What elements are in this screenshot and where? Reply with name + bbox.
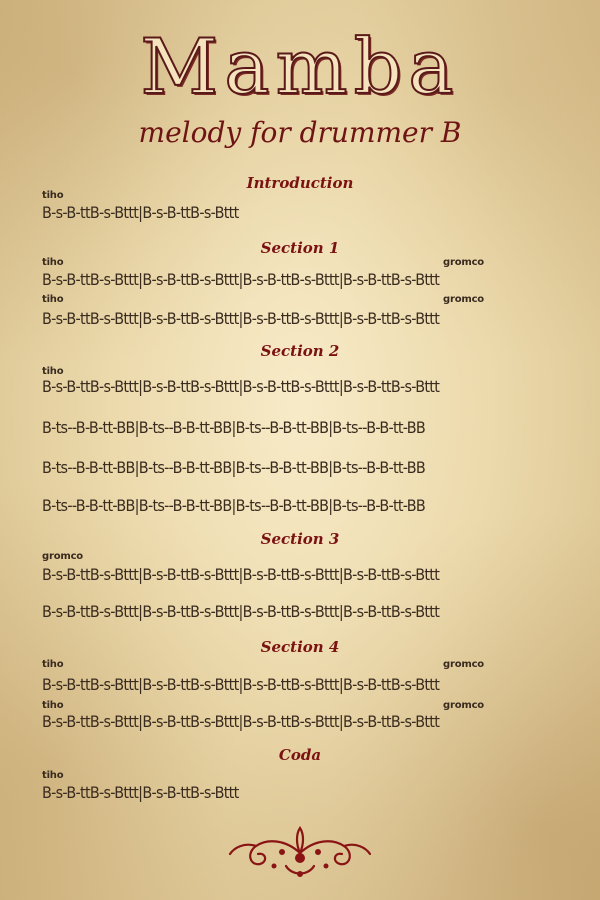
dynamic-marking: tiho: [42, 190, 64, 201]
heading-section-2: Section 2: [260, 342, 340, 360]
dynamic-marking: tiho: [42, 294, 64, 305]
dynamic-marking: gromco: [443, 700, 484, 711]
notation-line: B-s-B-ttB-s-Bttt|B-s-B-ttB-s-Bttt|B-s-B-ttB-s-Bttt|B-s-B-ttB-s-Bttt: [42, 270, 440, 289]
notation-line: B-ts--B-B-tt-BB|B-ts--B-B-tt-BB|B-ts--B-B-tt-BB|B-ts--B-B-tt-BB: [42, 418, 426, 437]
notation-line: B-s-B-ttB-s-Bttt|B-s-B-ttB-s-Bttt: [42, 783, 239, 802]
dynamic-marking: tiho: [42, 257, 64, 268]
dynamic-marking: gromco: [443, 294, 484, 305]
dynamic-marking: tiho: [42, 366, 64, 377]
notation-line: B-s-B-ttB-s-Bttt|B-s-B-ttB-s-Bttt|B-s-B-ttB-s-Bttt|B-s-B-ttB-s-Bttt: [42, 565, 440, 584]
page-title: Mamba: [140, 22, 460, 111]
heading-section-4: Section 4: [260, 638, 340, 656]
heading-section-1: Section 1: [260, 239, 340, 257]
notation-line: B-ts--B-B-tt-BB|B-ts--B-B-tt-BB|B-ts--B-B-tt-BB|B-ts--B-B-tt-BB: [42, 458, 426, 477]
notation-line: B-ts--B-B-tt-BB|B-ts--B-B-tt-BB|B-ts--B-B-tt-BB|B-ts--B-B-tt-BB: [42, 496, 426, 515]
notation-line: B-s-B-ttB-s-Bttt|B-s-B-ttB-s-Bttt|B-s-B-ttB-s-Bttt|B-s-B-ttB-s-Bttt: [42, 712, 440, 731]
notation-line: B-s-B-ttB-s-Bttt|B-s-B-ttB-s-Bttt: [42, 203, 239, 222]
dynamic-marking: gromco: [42, 551, 83, 562]
dynamic-marking: gromco: [443, 257, 484, 268]
notation-line: B-s-B-ttB-s-Bttt|B-s-B-ttB-s-Bttt|B-s-B-ttB-s-Bttt|B-s-B-ttB-s-Bttt: [42, 377, 440, 396]
heading-coda: Coda: [278, 746, 322, 764]
dynamic-marking: tiho: [42, 700, 64, 711]
dynamic-marking: tiho: [42, 770, 64, 781]
notation-line: B-s-B-ttB-s-Bttt|B-s-B-ttB-s-Bttt|B-s-B-ttB-s-Bttt|B-s-B-ttB-s-Bttt: [42, 309, 440, 328]
heading-introduction: Introduction: [246, 174, 354, 192]
dynamic-marking: tiho: [42, 659, 64, 670]
page-subtitle: melody for drummer B: [138, 116, 462, 149]
heading-section-3: Section 3: [260, 530, 340, 548]
dynamic-marking: gromco: [443, 659, 484, 670]
scroll-ornament-icon: [226, 822, 374, 884]
notation-line: B-s-B-ttB-s-Bttt|B-s-B-ttB-s-Bttt|B-s-B-ttB-s-Bttt|B-s-B-ttB-s-Bttt: [42, 675, 440, 694]
notation-line: B-s-B-ttB-s-Bttt|B-s-B-ttB-s-Bttt|B-s-B-ttB-s-Bttt|B-s-B-ttB-s-Bttt: [42, 602, 440, 621]
